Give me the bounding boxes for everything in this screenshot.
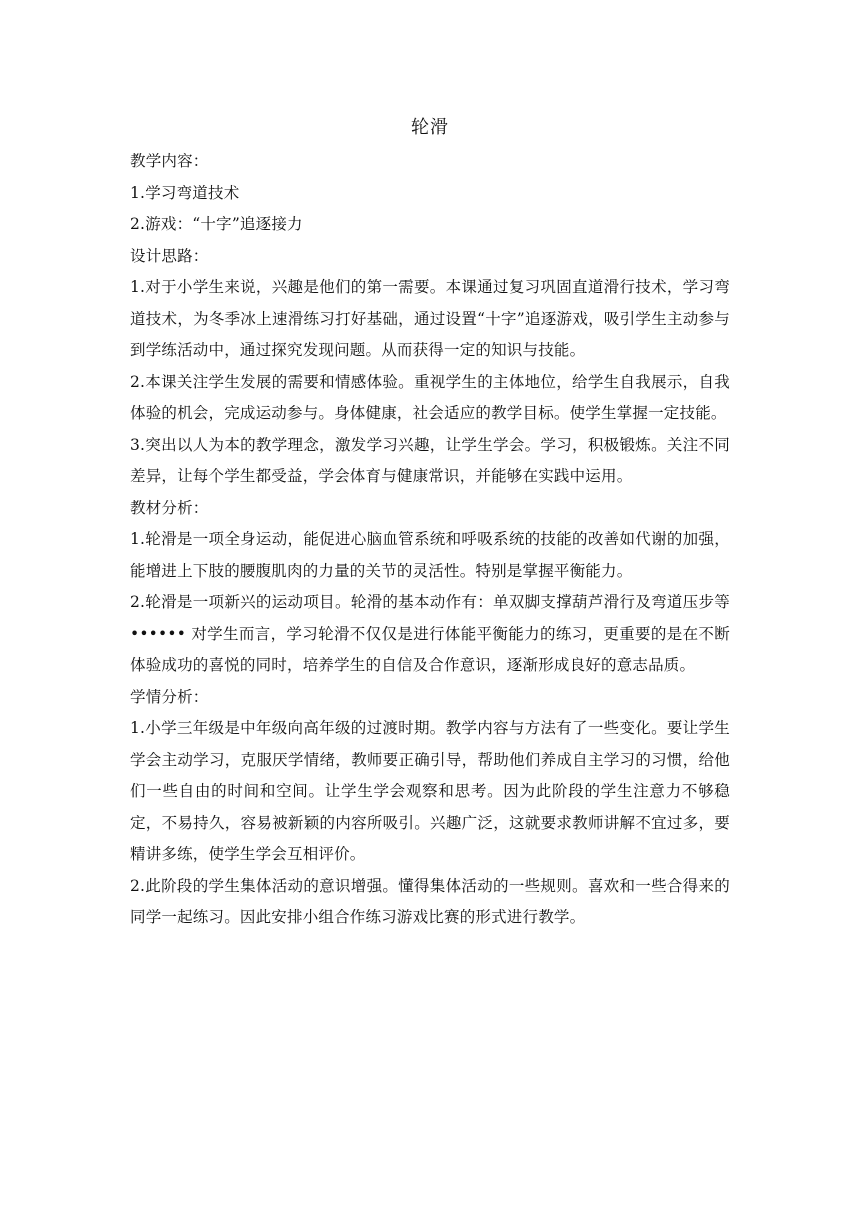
section-heading: 教材分析： [130, 498, 209, 517]
section-teaching-content [130, 146, 730, 241]
section-material-analysis [130, 493, 730, 682]
section-student-analysis [130, 682, 730, 934]
paragraph: 1.轮滑是一项全身运动，能促进心脑血管系统和呼吸系统的技能的改善如代谢的加强，能增进上下肢的腰腹肌肉的力量的关节的灵活性。特别是掌握平衡能力。 [130, 530, 730, 580]
paragraph: 2.轮滑是一项新兴的运动项目。轮滑的基本动作有：单双脚支撑葫芦滑行及弯道压步等 •••••• 对学生而言，学习轮滑不仅仅是进行体能平衡能力的练习，更重要的是在不断体验成功的喜悦的同时，培养学生的自信及合作意识，逐渐形成良好的意志品质。 [130, 593, 730, 674]
section-heading: 学情分析： [130, 687, 209, 706]
paragraph: 3.突出以人为本的教学理念，激发学习兴趣，让学生学会。学习，积极锻炼。关注不同差异，让每个学生都受益，学会体育与健康常识，并能够在实践中运用。 [130, 435, 730, 485]
paragraph: 2.此阶段的学生集体活动的意识增强。懂得集体活动的一些规则。喜欢和一些合得来的同学一起练习。因此安排小组合作练习游戏比赛的形式进行教学。 [130, 876, 730, 926]
document-page [130, 112, 730, 934]
paragraph: 1.对于小学生来说，兴趣是他们的第一需要。本课通过复习巩固直道滑行技术，学习弯道技术，为冬季冰上速滑练习打好基础，通过设置“十字”追逐游戏，吸引学生主动参与到学练活动中，通过探究发现问题。从而获得一定的知识与技能。 [130, 278, 730, 359]
paragraph: 1.小学三年级是中年级向高年级的过渡时期。教学内容与方法有了一些变化。要让学生学会主动学习，克服厌学情绪，教师要正确引导，帮助他们养成自主学习的习惯，给他们一些自由的时间和空间。让学生学会观察和思考。因为此阶段的学生注意力不够稳定，不易持久，容易被新颖的内容所吸引。兴趣广泛，这就要求教师讲解不宜过多，要精讲多练，使学生学会互相评价。 [130, 719, 730, 863]
paragraph: 1.学习弯道技术 [130, 183, 240, 202]
section-design-idea [130, 241, 730, 493]
document-title: 轮滑 [411, 117, 449, 138]
paragraph: 2.游戏：“十字”追逐接力 [130, 215, 303, 233]
section-heading: 设计思路： [130, 246, 209, 265]
paragraph: 2.本课关注学生发展的需要和情感体验。重视学生的主体地位，给学生自我展示，自我体验的机会，完成运动参与。身体健康，社会适应的教学目标。使学生掌握一定技能。 [130, 372, 730, 422]
section-heading: 教学内容： [130, 152, 209, 170]
